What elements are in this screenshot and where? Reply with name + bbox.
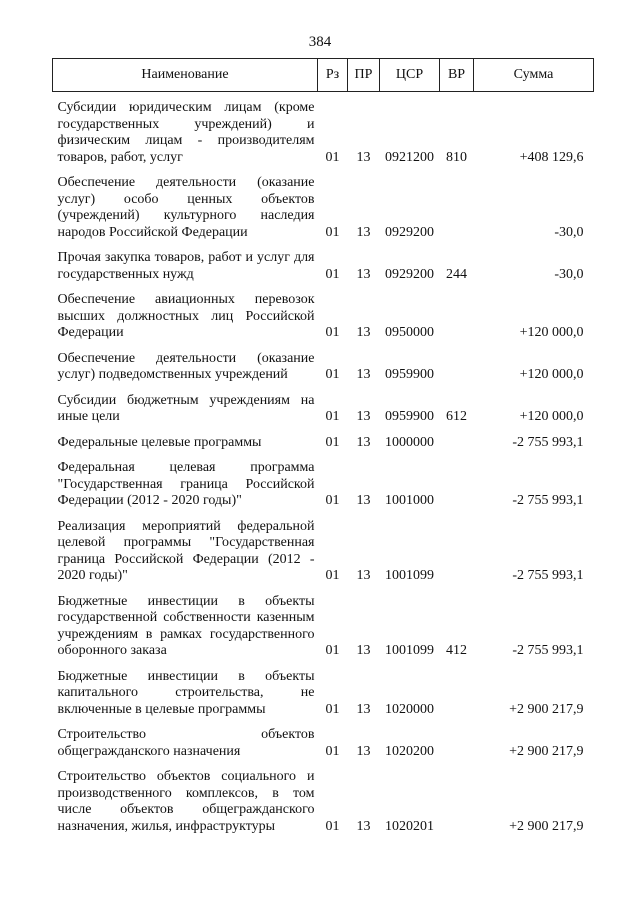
row-vr: 612 bbox=[446, 409, 467, 424]
row-name: Реализация мероприятий федеральной целевой программы "Государственная граница Российской Федерации (2012 - 2020 годы)" bbox=[57, 518, 315, 583]
row-rz: 01 bbox=[325, 493, 340, 508]
row-csr: 1001099 bbox=[385, 643, 434, 658]
row-name: Обеспечение деятельности (оказание услуг) подведомственных учреждений bbox=[57, 350, 315, 382]
row-csr: 1001099 bbox=[385, 568, 434, 583]
row-csr: 0929200 bbox=[385, 224, 434, 240]
row-rz: 01 bbox=[325, 149, 340, 165]
row-pr: 13 bbox=[356, 643, 371, 658]
row-vr bbox=[440, 427, 474, 453]
row-rz: 01 bbox=[325, 568, 340, 583]
row-vr: 810 bbox=[446, 149, 467, 165]
row-pr: 13 bbox=[356, 568, 371, 583]
row-sum: -30,0 bbox=[554, 224, 584, 240]
row-pr: 13 bbox=[356, 224, 371, 240]
row-pr: 13 bbox=[356, 149, 371, 165]
row-rz: 01 bbox=[325, 325, 340, 340]
column-header-name: Наименование bbox=[53, 59, 318, 92]
page-number: 384 bbox=[308, 34, 332, 50]
table-row bbox=[53, 242, 594, 284]
row-vr: 244 bbox=[446, 266, 467, 282]
row-sum: -2 755 993,1 bbox=[512, 643, 584, 658]
table-row bbox=[53, 343, 594, 385]
row-rz: 01 bbox=[325, 367, 340, 382]
row-name: Строительство объектов социального и производственного комплексов, в том числе объектов общегражданского назначения, жилья, инфраструктуры bbox=[57, 769, 315, 834]
table-row bbox=[53, 284, 594, 343]
row-pr: 13 bbox=[356, 409, 371, 424]
row-pr: 13 bbox=[356, 266, 371, 282]
table-row bbox=[53, 92, 594, 168]
row-csr: 0929200 bbox=[385, 266, 434, 282]
column-header-sum: Сумма bbox=[474, 59, 594, 92]
row-csr: 1001000 bbox=[385, 493, 434, 508]
row-sum: +2 900 217,9 bbox=[509, 743, 584, 759]
row-vr bbox=[440, 511, 474, 586]
row-name: Обеспечение деятельности (оказание услуг) особо ценных объектов (учреждений) культурного наследия народов Российской Федерации bbox=[57, 175, 315, 240]
table-body bbox=[53, 92, 594, 837]
table-row bbox=[53, 761, 594, 836]
row-rz: 01 bbox=[325, 434, 340, 450]
row-rz: 01 bbox=[325, 224, 340, 240]
header-row bbox=[53, 59, 594, 92]
row-csr: 0921200 bbox=[385, 149, 434, 165]
row-sum: +120 000,0 bbox=[519, 325, 584, 340]
row-name: Федеральные целевые программы bbox=[57, 434, 262, 450]
row-csr: 1000000 bbox=[385, 434, 434, 450]
row-vr bbox=[440, 719, 474, 761]
row-name: Обеспечение авиационных перевозок высших должностных лиц Российской Федерации bbox=[57, 292, 315, 340]
column-header-csr: ЦСР bbox=[380, 59, 440, 92]
row-name: Субсидии бюджетным учреждениям на иные цели bbox=[57, 392, 315, 424]
row-rz: 01 bbox=[325, 643, 340, 658]
table-row bbox=[53, 452, 594, 511]
row-pr: 13 bbox=[356, 325, 371, 340]
row-rz: 01 bbox=[325, 409, 340, 424]
row-name: Бюджетные инвестиции в объекты капитального строительства, не включенные в целевые программы bbox=[57, 668, 315, 717]
row-rz: 01 bbox=[325, 701, 340, 717]
row-name: Бюджетные инвестиции в объекты государственной собственности казенным учреждениям в рамках государственного оборонного заказа bbox=[57, 593, 315, 658]
row-vr bbox=[440, 661, 474, 720]
row-rz: 01 bbox=[325, 266, 340, 282]
row-csr: 0950000 bbox=[385, 325, 434, 340]
row-name: Федеральная целевая программа "Государственная граница Российской Федерации (2012 - 2020 годы)" bbox=[57, 460, 315, 508]
row-csr: 1020000 bbox=[385, 701, 434, 717]
table-row bbox=[53, 661, 594, 720]
row-pr: 13 bbox=[356, 818, 371, 834]
row-name: Строительство объектов общегражданского назначения bbox=[57, 727, 315, 759]
row-sum: -2 755 993,1 bbox=[512, 493, 584, 508]
row-name: Прочая закупка товаров, работ и услуг для государственных нужд bbox=[57, 250, 315, 282]
row-vr bbox=[440, 761, 474, 836]
table-row bbox=[53, 167, 594, 242]
row-sum: +120 000,0 bbox=[519, 409, 584, 424]
row-pr: 13 bbox=[356, 434, 371, 450]
row-sum: +2 900 217,9 bbox=[509, 701, 584, 717]
row-pr: 13 bbox=[356, 493, 371, 508]
row-sum: +120 000,0 bbox=[519, 367, 584, 382]
row-csr: 1020200 bbox=[385, 743, 434, 759]
row-csr: 0959900 bbox=[385, 409, 434, 424]
table-header bbox=[53, 59, 594, 92]
row-vr bbox=[440, 284, 474, 343]
table-row bbox=[53, 511, 594, 586]
row-csr: 1020201 bbox=[385, 818, 434, 834]
row-sum: +2 900 217,9 bbox=[509, 818, 584, 834]
row-rz: 01 bbox=[325, 743, 340, 759]
row-rz: 01 bbox=[325, 818, 340, 834]
table-row bbox=[53, 385, 594, 427]
row-pr: 13 bbox=[356, 701, 371, 717]
row-pr: 13 bbox=[356, 743, 371, 759]
table-row bbox=[53, 427, 594, 453]
table-row bbox=[53, 719, 594, 761]
row-vr bbox=[440, 167, 474, 242]
table-row bbox=[53, 586, 594, 661]
row-sum: -30,0 bbox=[554, 266, 584, 282]
column-header-vr: ВР bbox=[440, 59, 474, 92]
row-pr: 13 bbox=[356, 367, 371, 382]
row-vr bbox=[440, 343, 474, 385]
row-sum: +408 129,6 bbox=[519, 149, 584, 165]
column-header-pr: ПР bbox=[348, 59, 380, 92]
row-vr: 412 bbox=[446, 643, 467, 658]
row-vr bbox=[440, 452, 474, 511]
column-header-rz: Рз bbox=[318, 59, 348, 92]
row-sum: -2 755 993,1 bbox=[512, 568, 584, 583]
row-name: Субсидии юридическим лицам (кроме государственных учреждений) и физическим лицам - производителям товаров, работ, услуг bbox=[57, 100, 315, 165]
budget-table bbox=[52, 58, 594, 836]
row-csr: 0959900 bbox=[385, 367, 434, 382]
row-sum: -2 755 993,1 bbox=[512, 434, 584, 450]
